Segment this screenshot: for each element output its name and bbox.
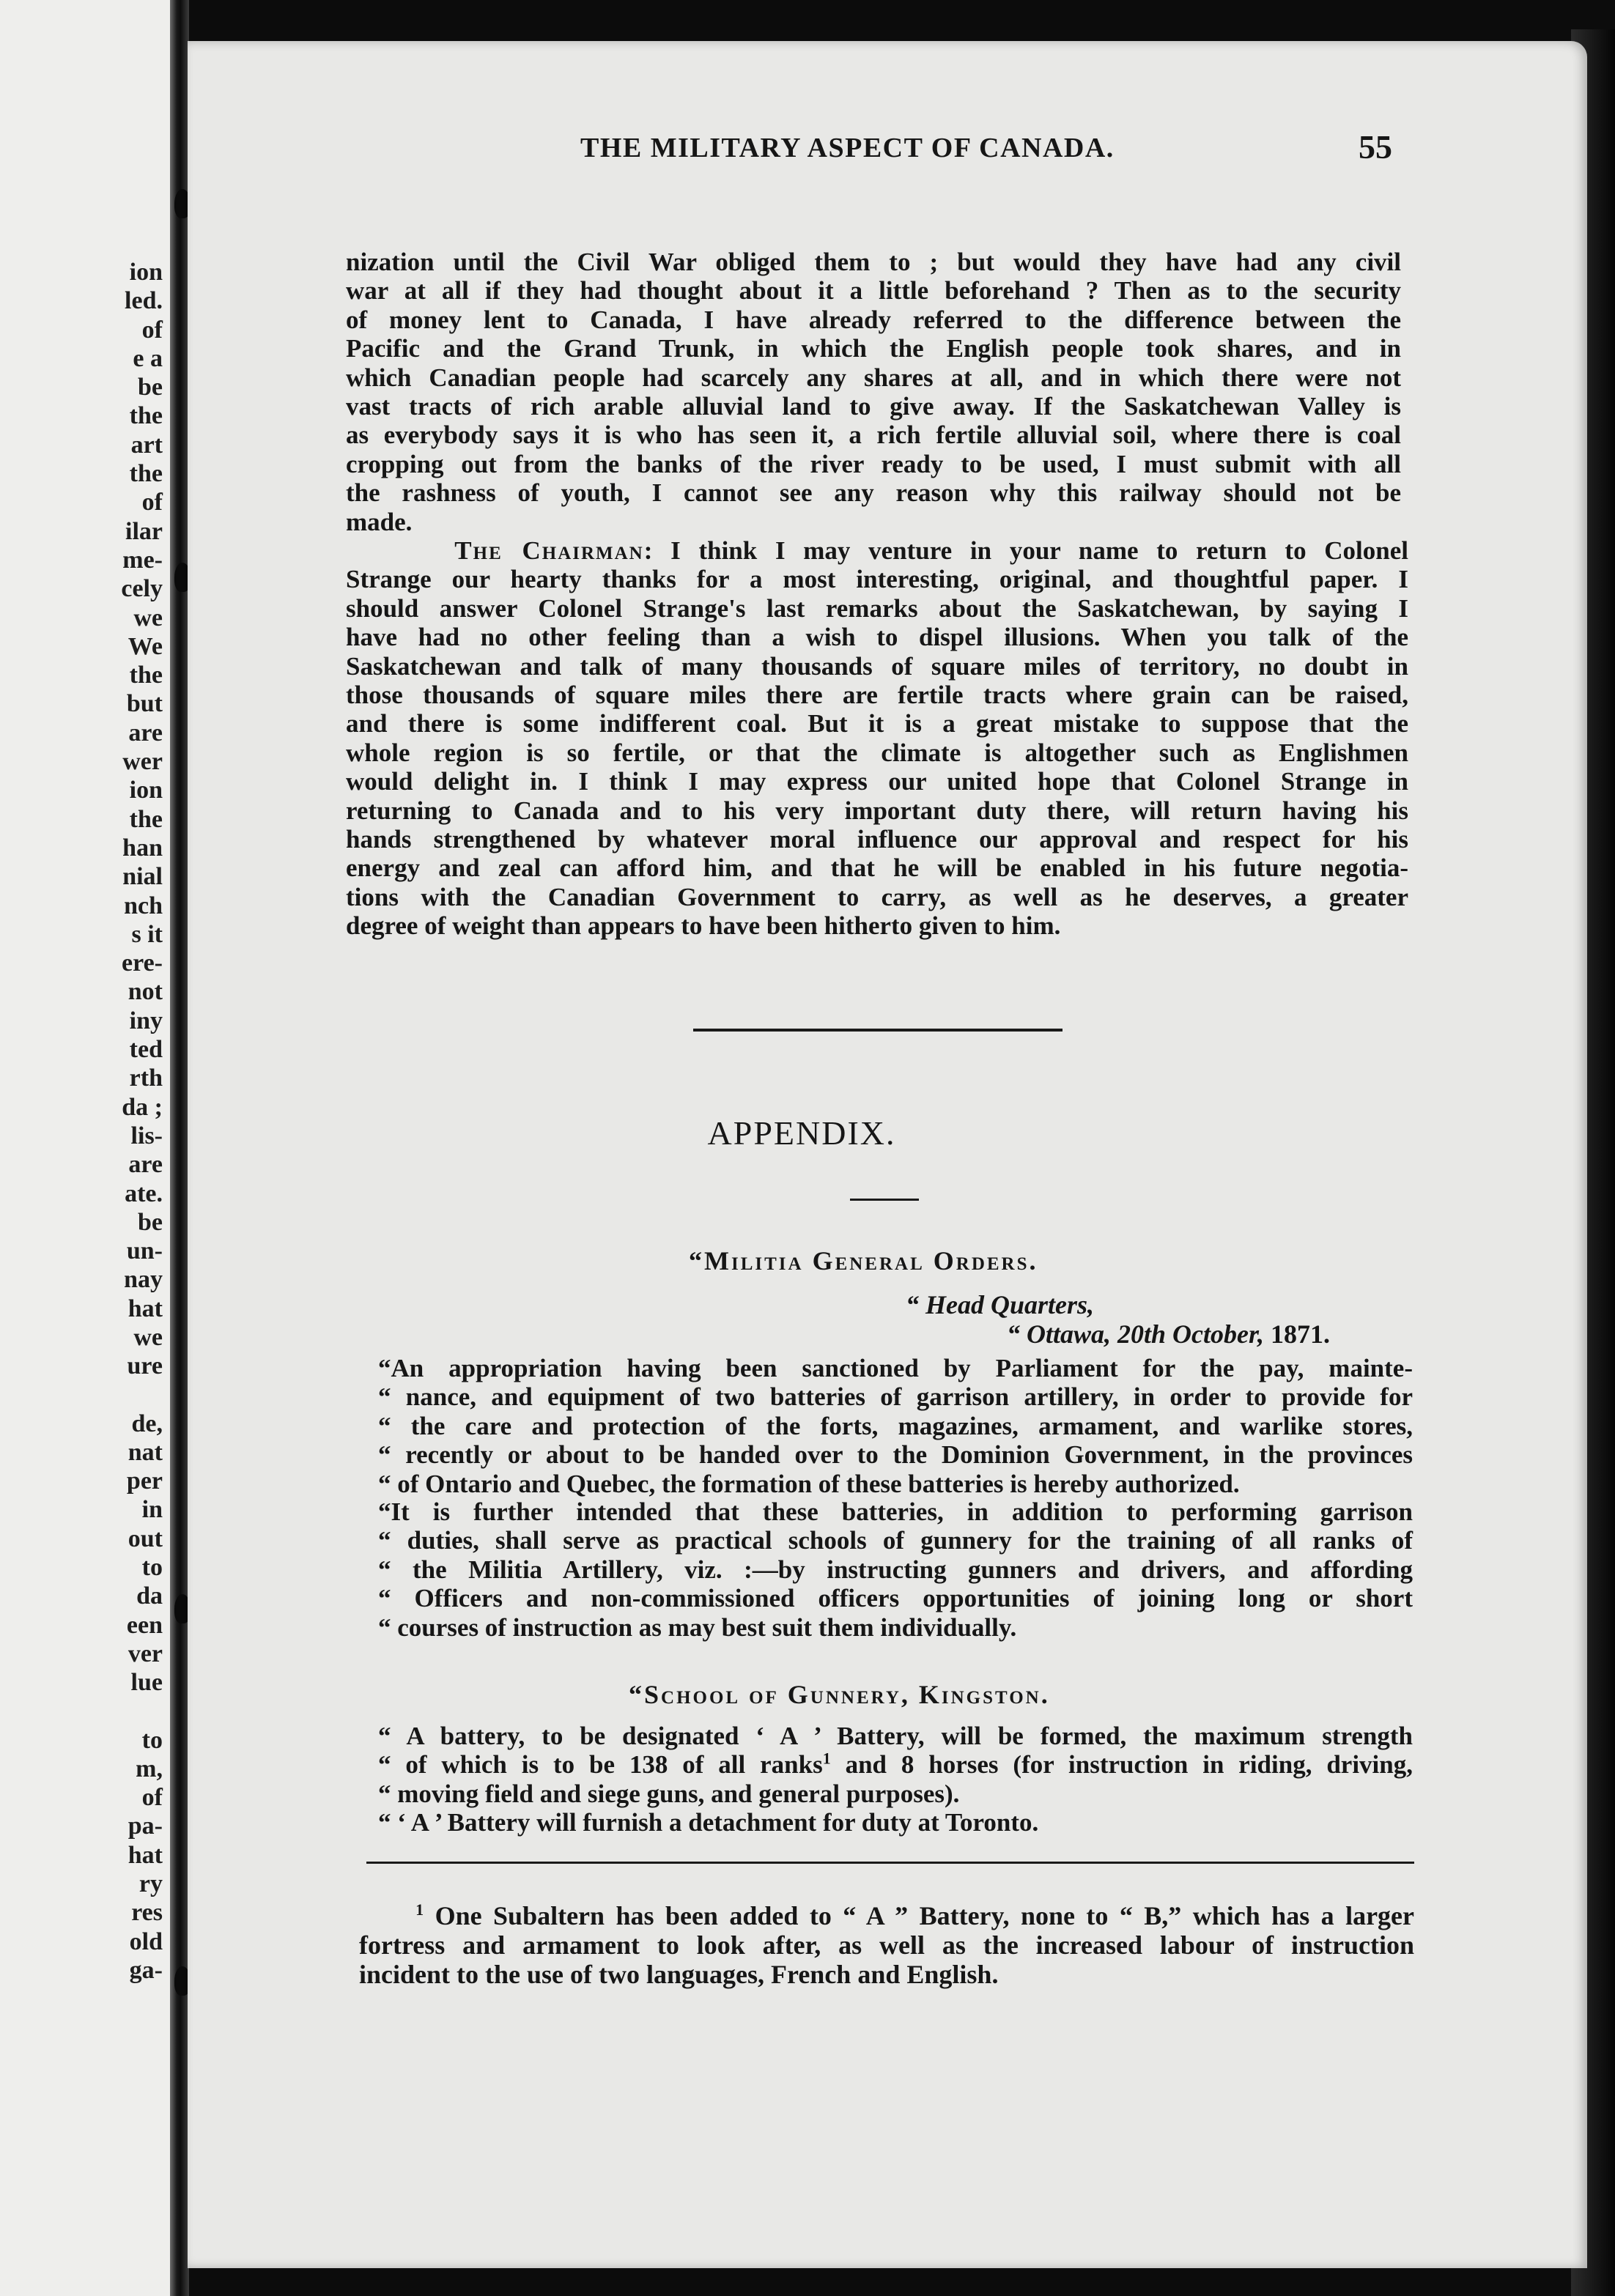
facing-page-fragment: e a (133, 344, 163, 372)
facing-page-fragment: pa- (128, 1812, 163, 1840)
facing-page-fragment: lis- (130, 1122, 163, 1149)
orders-2-line: “ the Militia Artillery, viz. :—by instructing gunners and drivers, and affording (378, 1555, 1413, 1584)
facing-page-fragment: the (129, 805, 163, 833)
orders-1-line: “ nance, and equipment of two batteries of garrison artillery, in order to provide for (378, 1382, 1413, 1412)
facing-page-fragment: nch (124, 892, 163, 919)
facing-page-fragment: iny (129, 1007, 163, 1034)
orders-2-line: “ courses of instruction as may best suit them individually. (378, 1612, 1017, 1642)
orders-2-line: “ duties, shall serve as practical schools of gunnery for the training of all ranks of (378, 1526, 1413, 1555)
orders-1-line: “ recently or about to be handed over to the Dominion Government, in the provinces (378, 1440, 1413, 1470)
facing-page-fragment: cely (121, 575, 163, 603)
chairman-line: Strange our hearty thanks for a most interesting, original, and thoughtful paper. I (346, 565, 1408, 594)
facing-page-fragment: ilar (125, 517, 163, 545)
facing-page-fragment: be (138, 1208, 163, 1236)
footnote-line-1 (359, 1901, 1414, 1930)
appendix-title-text: APPENDIX. (707, 1114, 896, 1152)
chairman-line: should answer Colonel Strange's last remarks about the Saskatchewan, by saying I (346, 593, 1408, 623)
facing-page-fragment: s it (131, 920, 163, 948)
facing-page-fragment: ga- (129, 1956, 163, 1984)
footnote-line-3: incident to the use of two languages, French and English. (359, 1960, 999, 1989)
facing-page-fragment: res (131, 1899, 163, 1927)
chairman-line: hands strengthened by whatever moral influence our approval and respect for his (346, 825, 1408, 854)
facing-page-fragment: of (141, 316, 163, 344)
facing-page-fragment: of (141, 1784, 163, 1812)
orders-paragraph-2 (378, 1497, 1413, 1642)
facing-page-fragment (121, 1697, 163, 1726)
orders-1-line: “An appropriation having been sanctioned by Parliament for the pay, mainte- (378, 1354, 1413, 1382)
facing-page-fragment: are (128, 1151, 163, 1179)
facing-page-fragment: ate. (125, 1180, 163, 1207)
facing-page-fragment: een (126, 1611, 163, 1639)
chairman-opening: : I think I may venture in your name to return to Colonel (643, 536, 1409, 565)
facing-page-fragment: the (129, 402, 163, 430)
footnote-rule (366, 1862, 1414, 1864)
battery-line-2 (378, 1750, 1413, 1779)
facing-page-fragment: me- (122, 546, 163, 574)
facing-page-fragment: the (129, 662, 163, 689)
chairman-line: those thousands of square miles there are fertile tracts where grain can be raised, (346, 681, 1408, 710)
chairman-line: whole region is so fertile, or that the climate is altogether such as Englishmen (346, 738, 1408, 767)
orders-paragraph-1 (378, 1354, 1413, 1498)
chairman-line: have had no other feeling than a wish to dispel illusions. When you talk of the (346, 623, 1408, 652)
facing-page-fragment: We (128, 632, 163, 660)
battery-paragraph (378, 1722, 1413, 1837)
facing-page-fragment: ere- (122, 949, 163, 977)
footnote-line-1-text: One Subaltern has been added to “ A ” Battery, none to “ B,” which has a larger (424, 1901, 1415, 1930)
body-paragraph (346, 248, 1401, 536)
school-heading: “School of Gunnery, Kingston. (629, 1680, 1050, 1709)
dateline-1-text: “ Head Quarters, (906, 1290, 1095, 1319)
facing-page-fragment: m, (136, 1755, 163, 1782)
facing-page-fragment: hat (128, 1841, 163, 1869)
battery-line-3: “ moving field and siege guns, and general purposes). (378, 1779, 960, 1808)
body-paragraph-line: of money lent to Canada, I have already referred to the difference between the (346, 305, 1401, 334)
footnote-marker: 1 (415, 1900, 424, 1919)
body-paragraph-line: war at all if they had thought about it a little beforehand ? Then as to the security (346, 276, 1401, 305)
facing-page-fragment: da ; (122, 1093, 163, 1121)
facing-page-fragment: are (128, 719, 163, 747)
facing-page-fragment: per (126, 1467, 163, 1495)
page-number: 55 (1359, 128, 1392, 166)
chairman-line: and there is some indifferent coal. But it is a great mistake to suppose that the (346, 709, 1408, 738)
running-title: THE MILITARY ASPECT OF CANADA. (580, 133, 1115, 163)
short-divider (850, 1199, 919, 1201)
facing-page-fragment: ion (129, 259, 163, 286)
facing-page-fragment: old (129, 1927, 163, 1955)
body-paragraph-line: as everybody says it is who has seen it, a rich fertile alluvial soil, where there is coal (346, 421, 1401, 450)
footnote (359, 1901, 1414, 1989)
orders-1-line: “ of Ontario and Quebec, the formation of these batteries is hereby authorized. (378, 1469, 1240, 1498)
facing-page-fragment: han (122, 834, 163, 862)
chairman-line: energy and zeal can afford him, and that he will be enabled in his future negotia- (346, 853, 1408, 883)
facing-page-fragment: wer (122, 748, 163, 776)
body-paragraph-line: which Canadian people had scarcely any shares at all, and in which there were not (346, 363, 1401, 392)
orders-1-line: “ the care and protection of the forts, magazines, armament, and warlike stores, (378, 1411, 1413, 1440)
chairman-line: degree of weight than appears to have been hitherto given to him. (346, 911, 1061, 941)
facing-page-fragment: nial (122, 863, 163, 891)
dateline-head-quarters (906, 1289, 1094, 1320)
battery-line-1: “ A battery, to be designated ‘ A ’ Battery, will be formed, the maximum strength (378, 1722, 1413, 1750)
facing-page-fragment: art (130, 431, 163, 459)
chairman-line: would delight in. I think I may express our united hope that Colonel Strange in (346, 767, 1408, 796)
facing-page-fragment: we (133, 1323, 163, 1351)
dateline-2-place: “ Ottawa, 20th October, (1007, 1319, 1265, 1349)
battery-line-2-a: “ of which is to be 138 of all ranks (378, 1750, 823, 1780)
facing-page-fragment: ry (138, 1870, 163, 1898)
battery-line-2-b: and 8 horses (for instruction in riding, driving, (830, 1750, 1413, 1780)
facing-page-fragment: the (129, 460, 163, 488)
facing-page-fragment: out (128, 1525, 163, 1552)
chairman-line: returning to Canada and to his very important duty there, will return having his (346, 796, 1408, 825)
facing-page-fragment: to (141, 1726, 163, 1754)
facing-page-fragment: de, (131, 1410, 163, 1437)
facing-page-fragment: to (141, 1554, 163, 1582)
facing-page-fragment: ure (127, 1352, 163, 1380)
facing-page-fragment: we (133, 604, 163, 632)
dateline-2-year: 1871. (1264, 1319, 1331, 1349)
running-head (0, 128, 1615, 176)
facing-page-fragment: led. (125, 287, 163, 315)
body-paragraph-line: cropping out from the banks of the river ready to be used, I must submit with all (346, 449, 1401, 478)
facing-page-fragment: be (138, 374, 163, 401)
orders-2-line: “ Officers and non-commissioned officers opportunities of joining long or short (378, 1584, 1413, 1613)
facing-page-fragment: nay (124, 1266, 163, 1294)
facing-page-fragment: da (136, 1582, 163, 1610)
facing-page-fragment: rth (129, 1064, 163, 1092)
facing-page-fragment: un- (126, 1237, 163, 1265)
facing-page-fragment: ver (128, 1640, 163, 1667)
chairman-line: Saskatchewan and talk of many thousands of square miles of territory, no doubt in (346, 651, 1408, 681)
body-paragraph-line: vast tracts of rich arable alluvial land to give away. If the Saskatchewan Valley is (346, 392, 1401, 421)
chairman-line: tions with the Canadian Government to carry, as well as he deserves, a greater (346, 882, 1408, 911)
facing-page-fragment: lue (130, 1669, 163, 1697)
footnote-line-2: fortress and armament to look after, as well as the increased labour of instruction (359, 1930, 1414, 1960)
dateline-ottawa (1007, 1319, 1330, 1349)
orders-2-line: “It is further intended that these batteries, in addition to performing garrison (378, 1497, 1413, 1526)
facing-page-fragment: not (128, 978, 163, 1006)
body-paragraph-line: made. (346, 507, 413, 536)
section-divider (693, 1029, 1062, 1032)
facing-page-fragment: ted (129, 1036, 163, 1064)
facing-page-fragment: hat (128, 1295, 163, 1322)
chairman-paragraph (346, 536, 1408, 941)
body-paragraph-line: nization until the Civil War obliged them to ; but would they have had any civil (346, 248, 1401, 276)
facing-page-fragment: nat (128, 1438, 163, 1466)
footnote-reference: 1 (822, 1749, 831, 1768)
appendix-title (0, 1114, 1615, 1152)
speaker-name: The Chairman (454, 536, 644, 565)
facing-page-fragment (121, 1381, 163, 1410)
battery-line-4: “ ‘ A ’ Battery will furnish a detachment for duty at Toronto. (378, 1808, 1039, 1837)
facing-page-fragment: of (141, 489, 163, 516)
body-paragraph-line: the rashness of youth, I cannot see any reason why this railway should not be (346, 478, 1401, 508)
facing-page-fragment: in (141, 1496, 163, 1524)
facing-page-fragment: ion (129, 777, 163, 804)
facing-page-fragment: but (126, 690, 163, 718)
body-paragraph-line: Pacific and the Grand Trunk, in which the English people took shares, and in (346, 334, 1401, 363)
orders-heading: “Militia General Orders. (689, 1246, 1038, 1275)
chairman-first-line (346, 536, 1408, 565)
